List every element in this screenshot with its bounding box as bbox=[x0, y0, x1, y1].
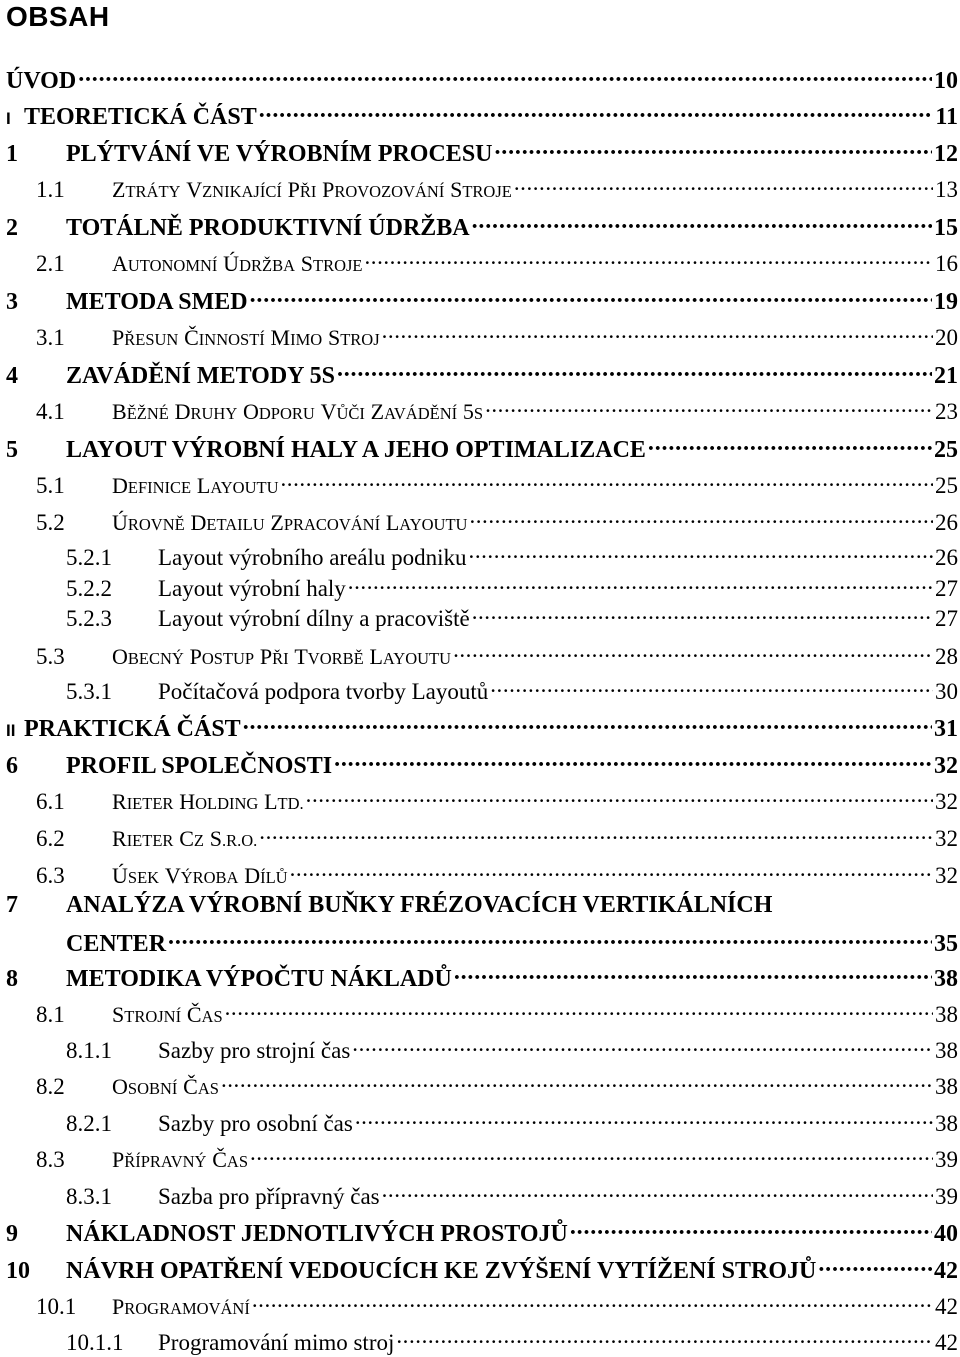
toc-entry-number: 7 bbox=[6, 892, 18, 918]
toc-entry-page-number: 11 bbox=[935, 104, 958, 130]
dot-leader bbox=[281, 470, 934, 493]
toc-entry-page-number: 38 bbox=[935, 1002, 958, 1027]
dot-leader bbox=[259, 100, 934, 124]
toc-entry-page-number: 27 bbox=[935, 606, 958, 631]
toc-entry-page-number: 15 bbox=[934, 215, 958, 241]
toc-entry-title: TOTÁLNĚ PRODUKTIVNÍ ÚDRŽBA bbox=[66, 215, 470, 241]
dot-leader bbox=[514, 174, 933, 197]
toc-entry-title: Sazby pro osobní čas bbox=[158, 1111, 353, 1136]
toc-entry-title: PROFIL SPOLEČNOSTI bbox=[66, 753, 333, 779]
toc-entry-number: 8.2.1 bbox=[66, 1111, 112, 1136]
toc-entry-number: 5.2.1 bbox=[66, 545, 112, 570]
toc-entry-number: 5 bbox=[6, 437, 18, 463]
toc-entry-7[interactable] bbox=[6, 927, 958, 958]
toc-entry-number: 8.1 bbox=[36, 1002, 65, 1027]
toc-entry-number: 1 bbox=[6, 141, 18, 167]
dot-leader bbox=[495, 137, 933, 161]
toc-entry-title: CENTER bbox=[66, 931, 167, 957]
dot-leader bbox=[382, 1181, 933, 1204]
toc-entry-number: 2.1 bbox=[36, 251, 65, 276]
toc-entry-page-number: 27 bbox=[935, 576, 958, 601]
toc-entry-title: RIETER CZ S.R.O. bbox=[112, 826, 258, 851]
toc-entry-number: 5.2.2 bbox=[66, 576, 112, 601]
toc-entry-page-number: 13 bbox=[935, 177, 958, 202]
dot-leader bbox=[225, 999, 933, 1022]
toc-entry-title: PŘESUN ČINNOSTÍ MIMO STROJ bbox=[112, 325, 380, 350]
toc-entry-1[interactable] bbox=[6, 137, 958, 168]
toc-entry-page-number: 23 bbox=[935, 399, 958, 424]
toc-entry-title: Počítačová podpora tvorby Layoutů bbox=[158, 679, 489, 704]
toc-entry-number: 6.1 bbox=[36, 789, 65, 814]
dot-leader bbox=[290, 860, 933, 883]
toc-entry-number: 5.1 bbox=[36, 473, 65, 498]
toc-entry-title: LAYOUT VÝROBNÍ HALY A JEHO OPTIMALIZACE bbox=[66, 437, 646, 463]
dot-leader bbox=[252, 1291, 933, 1314]
toc-entry-number: 10.1.1 bbox=[66, 1330, 124, 1355]
toc-entry-page-number: 39 bbox=[935, 1184, 958, 1209]
toc-entry-number: 8.3 bbox=[36, 1147, 65, 1172]
toc-entry-title: RIETER HOLDING LTD. bbox=[112, 789, 304, 814]
toc-entry-4-1[interactable] bbox=[36, 396, 958, 428]
toc-entry-3-1[interactable] bbox=[36, 322, 958, 354]
toc-entry-title: ZTRÁTY VZNIKAJÍCÍ PŘI PROVOZOVÁNÍ STROJE bbox=[112, 177, 512, 202]
toc-entry-number: 4.1 bbox=[36, 399, 65, 424]
toc-entry-page-number: 12 bbox=[934, 141, 958, 167]
dot-leader bbox=[570, 1217, 932, 1241]
dot-leader bbox=[250, 285, 932, 309]
toc-entry-number: 3 bbox=[6, 289, 18, 315]
toc-entry-number: 8.1.1 bbox=[66, 1038, 112, 1063]
dot-leader bbox=[469, 507, 933, 530]
dot-leader bbox=[453, 641, 933, 664]
dot-leader bbox=[334, 749, 932, 773]
toc-entry-3[interactable] bbox=[6, 285, 958, 316]
toc-entry-8-1-1[interactable] bbox=[66, 1035, 958, 1065]
toc-entry-number: I bbox=[6, 109, 11, 128]
dot-leader bbox=[250, 1144, 933, 1167]
toc-entry-5-3-1[interactable] bbox=[66, 676, 958, 706]
toc-entry-title: Layout výrobního areálu podniku bbox=[158, 545, 467, 570]
dot-leader bbox=[355, 1108, 933, 1131]
toc-entry-page-number: 38 bbox=[935, 1074, 958, 1099]
toc-entry-title: NÁVRH OPATŘENÍ VEDOUCÍCH KE ZVÝŠENÍ VYTÍŽENÍ STROJŮ bbox=[66, 1258, 817, 1284]
toc-entry-2-1[interactable] bbox=[36, 248, 958, 280]
toc-entry-title: Layout výrobní dílny a pracoviště bbox=[158, 606, 470, 631]
toc-entry-5[interactable] bbox=[6, 433, 958, 464]
toc-entry-page-number: 25 bbox=[935, 473, 958, 498]
toc-entry-title: TEORETICKÁ ČÁST bbox=[24, 104, 257, 130]
dot-leader bbox=[364, 248, 933, 271]
toc-entry-number: 8.3.1 bbox=[66, 1184, 112, 1209]
toc-entry-5-2[interactable] bbox=[36, 507, 958, 539]
toc-entry-number: 10 bbox=[6, 1258, 30, 1284]
toc-entry-page-number: 40 bbox=[934, 1221, 958, 1247]
toc-entry-title-line1: ANALÝZA VÝROBNÍ BUŇKY FRÉZOVACÍCH VERTIKÁLNÍCH bbox=[66, 892, 773, 918]
toc-entry-1-1[interactable] bbox=[36, 174, 958, 206]
dot-leader bbox=[472, 603, 933, 626]
toc-entry-title: OSOBNÍ ČAS bbox=[112, 1074, 219, 1099]
dot-leader bbox=[78, 64, 932, 88]
toc-entry-title: ÚROVNĚ DETAILU ZPRACOVÁNÍ LAYOUTU bbox=[112, 510, 468, 535]
toc-entry-page-number: 42 bbox=[934, 1258, 958, 1284]
toc-entry-title: PROGRAMOVÁNÍ bbox=[112, 1294, 250, 1319]
toc-entry-title: Programování mimo stroj bbox=[158, 1330, 395, 1355]
toc-entry-7-first-line[interactable] bbox=[6, 891, 772, 919]
toc-entry-page-number: 25 bbox=[934, 437, 958, 463]
toc-entry-6-1[interactable] bbox=[36, 786, 958, 818]
dot-leader bbox=[382, 322, 933, 345]
toc-entry-number: 8.2 bbox=[36, 1074, 65, 1099]
dot-leader bbox=[168, 927, 932, 951]
toc-entry-page-number: 42 bbox=[935, 1330, 958, 1355]
toc-entry-4[interactable] bbox=[6, 359, 958, 390]
toc-entry-number: 8 bbox=[6, 966, 18, 992]
toc-entry-number: 2 bbox=[6, 215, 18, 241]
dot-leader bbox=[454, 962, 932, 986]
dot-leader bbox=[259, 823, 933, 846]
dot-leader bbox=[352, 1035, 933, 1058]
toc-entry-page-number: 26 bbox=[935, 510, 958, 535]
toc-entry-number: 9 bbox=[6, 1221, 18, 1247]
dot-leader bbox=[485, 396, 933, 419]
toc-entry-page-number: 20 bbox=[935, 325, 958, 350]
toc-entry-5-3[interactable] bbox=[36, 641, 958, 673]
toc-entry-number: 10.1 bbox=[36, 1294, 77, 1319]
toc-entry-title: PŘÍPRAVNÝ ČAS bbox=[112, 1147, 248, 1172]
toc-entry-title: Layout výrobní haly bbox=[158, 576, 346, 601]
dot-leader bbox=[306, 786, 933, 809]
toc-entry-number: 6.2 bbox=[36, 826, 65, 851]
toc-entry-number: 1.1 bbox=[36, 177, 65, 202]
toc-entry-number: 6 bbox=[6, 753, 18, 779]
toc-entry-2[interactable] bbox=[6, 211, 958, 242]
toc-entry-page-number: 39 bbox=[935, 1147, 958, 1172]
toc-entry-8-1[interactable] bbox=[36, 999, 958, 1031]
toc-entry-8[interactable] bbox=[6, 962, 958, 993]
toc-entry-8-2[interactable] bbox=[36, 1071, 958, 1103]
toc-entry-title: Sazba pro přípravný čas bbox=[158, 1184, 380, 1209]
toc-entry-number: 4 bbox=[6, 363, 18, 389]
dot-leader bbox=[348, 573, 933, 596]
toc-entry-title: ÚVOD bbox=[6, 68, 77, 94]
toc-entry-page-number: 26 bbox=[935, 545, 958, 570]
toc-entry-page-number: 28 bbox=[935, 644, 958, 669]
toc-entry-uvod[interactable] bbox=[6, 64, 958, 95]
dot-leader bbox=[472, 211, 932, 235]
toc-entry-page-number: 38 bbox=[935, 1038, 958, 1063]
toc-entry-9[interactable] bbox=[6, 1217, 958, 1248]
toc-entry-number: 5.3 bbox=[36, 644, 65, 669]
toc-entry-number: 5.2 bbox=[36, 510, 65, 535]
toc-entry-5-2-2[interactable] bbox=[66, 573, 958, 603]
dot-leader bbox=[818, 1254, 932, 1278]
dot-leader bbox=[648, 433, 932, 457]
toc-entry-page-number: 30 bbox=[935, 679, 958, 704]
dot-leader bbox=[221, 1071, 933, 1094]
toc-entry-number: 5.3.1 bbox=[66, 679, 112, 704]
toc-entry-10-1[interactable] bbox=[36, 1291, 958, 1323]
toc-entry-number: 5.2.3 bbox=[66, 606, 112, 631]
toc-entry-5-2-3[interactable] bbox=[66, 603, 958, 633]
toc-entry-title: DEFINICE LAYOUTU bbox=[112, 473, 279, 498]
toc-entry-title: BĚŽNÉ DRUHY ODPORU VŮČI ZAVÁDĚNÍ 5S bbox=[112, 399, 484, 424]
toc-entry-5-1[interactable] bbox=[36, 470, 958, 502]
toc-entry-5-2-1[interactable] bbox=[66, 542, 958, 572]
dot-leader bbox=[490, 676, 933, 699]
toc-entry-10-1-1[interactable] bbox=[66, 1327, 958, 1357]
toc-entry-page-number: 35 bbox=[934, 931, 958, 957]
toc-entry-title: METODIKA VÝPOČTU NÁKLADŮ bbox=[66, 966, 452, 992]
page-title: OBSAH bbox=[6, 1, 110, 32]
toc-entry-page-number: 21 bbox=[934, 363, 958, 389]
toc-entry-8-3[interactable] bbox=[36, 1144, 958, 1176]
toc-entry-title: STROJNÍ ČAS bbox=[112, 1002, 223, 1027]
toc-entry-10[interactable] bbox=[6, 1254, 958, 1285]
toc-entry-ii[interactable] bbox=[6, 712, 958, 745]
toc-entry-page-number: 32 bbox=[935, 826, 958, 851]
toc-entry-title: NÁKLADNOST JEDNOTLIVÝCH PROSTOJŮ bbox=[66, 1221, 568, 1247]
toc-entry-title: METODA SMED bbox=[66, 289, 248, 315]
toc-entry-page-number: 16 bbox=[935, 251, 958, 276]
toc-entry-title: AUTONOMNÍ ÚDRŽBA STROJE bbox=[112, 251, 363, 276]
dot-leader bbox=[243, 712, 932, 736]
toc-entry-page-number: 31 bbox=[934, 716, 958, 742]
toc-entry-title: OBECNÝ POSTUP PŘI TVORBĚ LAYOUTU bbox=[112, 644, 452, 669]
toc-entry-title: PLÝTVÁNÍ VE VÝROBNÍM PROCESU bbox=[66, 141, 493, 167]
toc-entry-number: 6.3 bbox=[36, 863, 65, 888]
toc-entry-page-number: 42 bbox=[935, 1294, 958, 1319]
toc-entry-title: ZAVÁDĚNÍ METODY 5S bbox=[66, 363, 335, 389]
toc-entry-8-3-1[interactable] bbox=[66, 1181, 958, 1211]
dot-leader bbox=[396, 1327, 933, 1350]
toc-entry-number: II bbox=[6, 721, 16, 740]
dot-leader bbox=[337, 359, 932, 383]
toc-entry-page-number: 32 bbox=[935, 789, 958, 814]
toc-entry-page-number: 10 bbox=[934, 68, 958, 94]
toc-entry-i[interactable] bbox=[6, 100, 958, 133]
toc-entry-8-2-1[interactable] bbox=[66, 1108, 958, 1138]
toc-entry-title: Sazby pro strojní čas bbox=[158, 1038, 351, 1063]
toc-entry-6-3[interactable] bbox=[36, 860, 958, 892]
toc-entry-title: PRAKTICKÁ ČÁST bbox=[24, 716, 241, 742]
toc-entry-page-number: 38 bbox=[935, 1111, 958, 1136]
toc-entry-page-number: 32 bbox=[935, 863, 958, 888]
toc-entry-6[interactable] bbox=[6, 749, 958, 780]
toc-entry-number: 3.1 bbox=[36, 325, 65, 350]
toc-entry-page-number: 19 bbox=[934, 289, 958, 315]
toc-entry-page-number: 32 bbox=[934, 753, 958, 779]
toc-entry-page-number: 38 bbox=[934, 966, 958, 992]
dot-leader bbox=[469, 542, 933, 565]
toc-entry-6-2[interactable] bbox=[36, 823, 958, 855]
toc-entry-title: ÚSEK VÝROBA DÍLŮ bbox=[112, 863, 288, 888]
